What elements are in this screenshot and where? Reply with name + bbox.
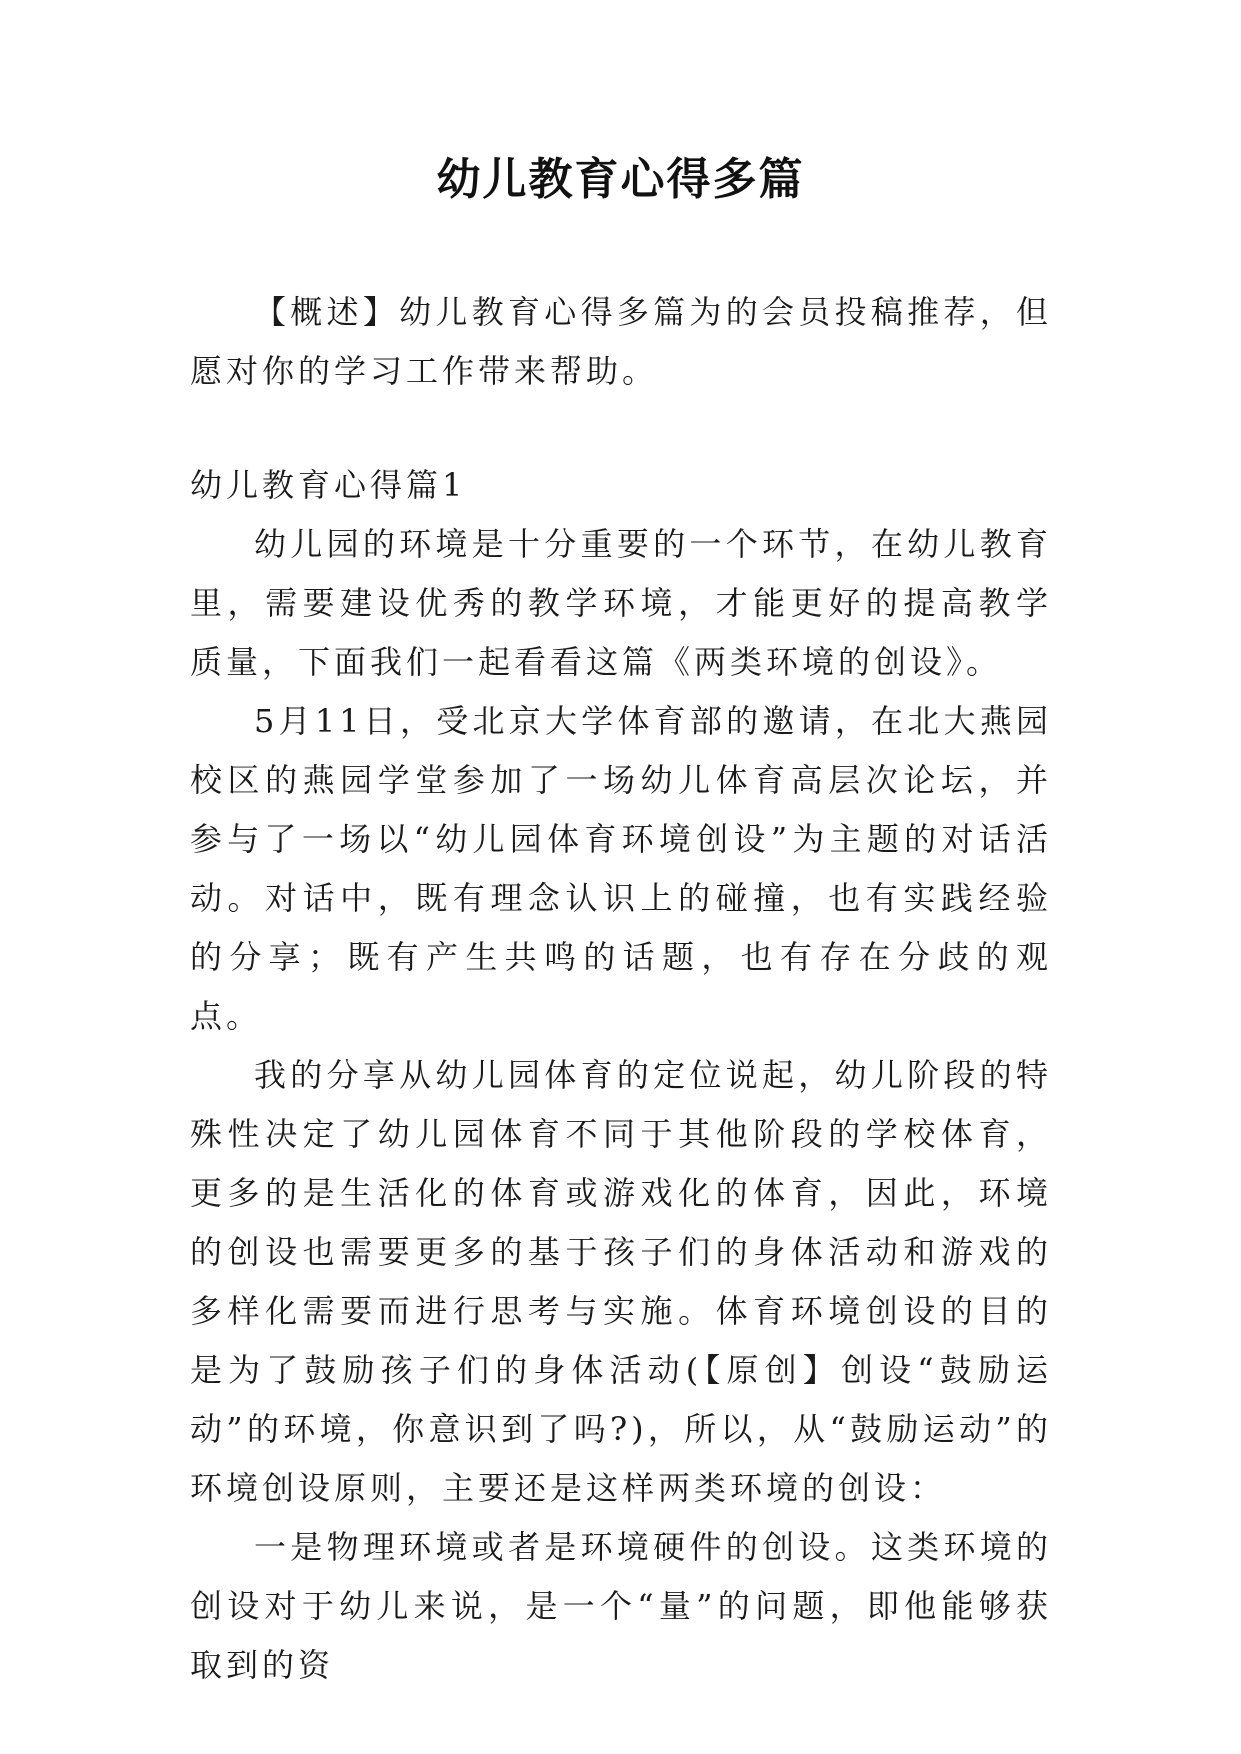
paragraph-1: 幼儿园的环境是十分重要的一个环节，在幼儿教育里，需要建设优秀的教学环境，才能更好的提高教学质量，下面我们一起看看这篇《两类环境的创设》。 xyxy=(190,525,1052,681)
document-title: 幼儿教育心得多篇 xyxy=(436,154,805,205)
paragraph-2: 5月11日，受北京大学体育部的邀请，在北大燕园校区的燕园学堂参加了一场幼儿体育高层次论坛，并参与了一场以“幼儿园体育环境创设”为主题的对话活动。对话中，既有理念认识上的碰撞，也有实践经验的分享；既有产生共鸣的话题，也有存在分歧的观点。 xyxy=(190,702,1052,1035)
paragraph-4: 一是物理环境或者是环境硬件的创设。这类环境的创设对于幼儿来说，是一个“量”的问题，即他能够获取到的资 xyxy=(190,1528,1052,1684)
article-body xyxy=(190,456,1052,1695)
paragraph-3: 我的分享从幼儿园体育的定位说起，幼儿阶段的特殊性决定了幼儿园体育不同于其他阶段的学校体育，更多的是生活化的体育或游戏化的体育，因此，环境的创设也需要更多的基于孩子们的身体活动和游戏的多样化需要而进行思考与实施。体育环境创设的目的是为了鼓励孩子们的身体活动(【原创】创设“鼓励运动”的环境，你意识到了吗?)，所以，从“鼓励运动”的环境创设原则，主要还是这样两类环境的创设： xyxy=(190,1056,1052,1507)
summary-paragraph: 【概述】幼儿教育心得多篇为的会员投稿推荐，但愿对你的学习工作带来帮助。 xyxy=(190,293,1052,390)
section-heading: 幼儿教育心得篇1 xyxy=(190,466,467,504)
summary-block xyxy=(190,283,1052,401)
